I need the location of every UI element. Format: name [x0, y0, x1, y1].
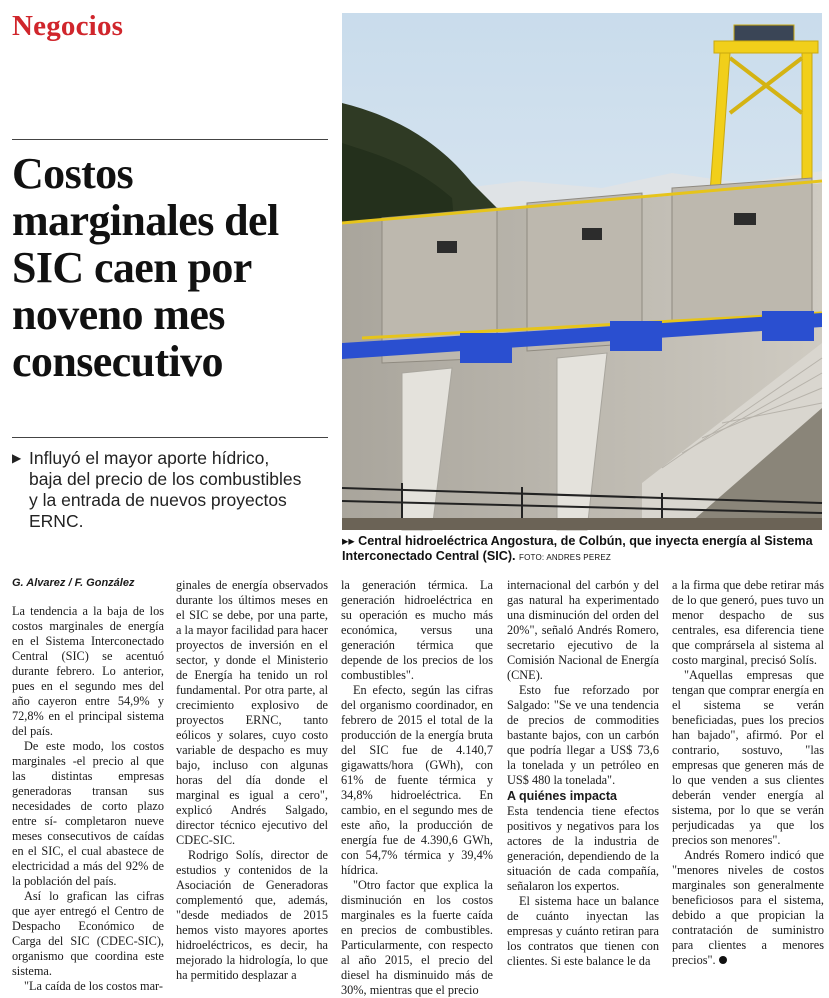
photo-caption	[342, 534, 822, 565]
paragraph: La tendencia a la baja de los costos marginales de energía en el Sistema Interconectado Central (SIC) se acentuó durante febrero. Lo anterior, pues en el segundo mes del año cayeron entre 54,9% y 72,8% en el principal sistema del país.	[12, 604, 164, 738]
subheadline-line: ERNC.	[29, 511, 84, 531]
subheadline-line: Influyó el mayor aporte hídrico,	[29, 448, 270, 468]
paragraph: Esta tendencia tiene efectos positivos y negativos para los actores de la industria de generación, dependiendo de la situación de cada compañía, señalaron los expertos.	[507, 804, 659, 893]
section-label: Negocios	[12, 10, 124, 42]
divider	[12, 437, 328, 438]
section-heading: A quiénes impacta	[507, 789, 617, 803]
article-column-1	[12, 604, 164, 993]
subheadline-line: y la entrada de nuevos proyectos	[29, 490, 287, 510]
paragraph: "Otro factor que explica la disminución en los costos marginales es la fuerte caída en precios de combustibles. Particularmente, con respecto al año 2015, el precio del diesel ha disminuido más de 30%, mientras que el precio	[341, 878, 493, 997]
paragraph: Así lo grafican las cifras que ayer entregó el Centro de Despacho Económico de Carga del SIC (CDEC-SIC), organismo que coordina este sistema.	[12, 889, 164, 978]
paragraph: En efecto, según las cifras del organismo coordinador, en febrero de 2015 el total de la producción de la energía bruta del SIC fue de 4.140,7 gigawatts/hora (GWh), con 61% de fuente térmica y 34,8% hidroeléctrica. En cambio, en el segundo mes de este año, la producción de energía fue de 4.390,6 GWh, con 54,7% térmica y 39,4% hídrica.	[341, 683, 493, 877]
divider	[12, 139, 328, 140]
article-column-3	[341, 578, 493, 997]
photo-credit: FOTO: ANDRES PEREZ	[519, 553, 611, 562]
article-column-5	[672, 578, 824, 976]
caption-marker: ▸▸	[342, 534, 355, 548]
paragraph: Esto fue reforzado por Salgado: "Se ve una tendencia de precios de commodities bastante bajos, con un carbón que podría llegar a US$ 73,6 la tonelada y un petróleo en US$ 480 la tonelada".	[507, 683, 659, 787]
paragraph: a la firma que debe retirar más de lo que generó, pues tuvo un menor despacho de sus centrales, esa diferencia tiene que comprársela al sistema al costo marginal, precisó Solís.	[672, 578, 824, 667]
paragraph: Rodrigo Solís, director de estudios y contenidos de la Asociación de Generadoras complementó que, además, "desde mediados de 2015 hemos visto mayores aportes hidroeléctricos, es decir, ha mejorado la hidrología, lo que ha permitido desplazar a	[176, 848, 328, 982]
subheadline	[12, 448, 332, 532]
article-column-2	[176, 578, 328, 982]
paragraph: El sistema hace un balance de cuánto inyectan las empresas y cuánto retiran para los contratos que tienen con clientes. Si este balance le da	[507, 894, 659, 968]
paragraph: De este modo, los costos marginales -el precio al que las distintas empresas generadoras transan sus necesidades de corto plazo entre sí- completaron nueve meses consecutivos de caídas en el SIC, el cual abastece de electricidad a más del 92% de la población del país.	[12, 739, 164, 888]
subheadline-line: baja del precio de los combustibles	[29, 469, 302, 489]
paragraph	[672, 848, 824, 968]
byline: G. Alvarez / F. González	[12, 577, 135, 589]
caption-text: Central hidroeléctrica Angostura, de Colbún, que inyecta energía al Sistema Interconectado Central (SIC).	[342, 534, 813, 563]
paragraph: internacional del carbón y del gas natural ha experimentado una disminución del orden del 20%", señaló Andrés Romero, secretario ejecutivo de la Comisión Nacional de Energía (CNE).	[507, 578, 659, 682]
triangle-bullet-icon: ▶	[12, 451, 22, 465]
headline: Costos marginales del SIC caen por noveno mes consecutivo	[12, 149, 279, 386]
paragraph: "La caída de los costos mar-	[24, 979, 163, 993]
paragraph-text: Andrés Romero indicó que "menores niveles de costos marginales son generalmente beneficiosos para el sistema, debido a que propician la contratación de suministro para clientes a menores precios".	[672, 848, 824, 967]
end-mark-icon	[719, 956, 727, 964]
paragraph: la generación térmica. La generación hidroeléctrica en su operación es mucho más económica, versus una generación térmica que depende de los precios de los combustibles".	[341, 578, 493, 682]
dam-photo	[342, 13, 822, 530]
paragraph: ginales de energía observados durante los últimos meses en el SIC se debe, por una parte, a la mayor facilidad para hacer proyectos de inversión en el sector, y donde el Ministerio de Energía ha tenido un rol fundamental. Por otra parte, al crecimiento explosivo de proyectos ERNC, tanto eólicos y solares, cuyo costo variable de despacho es muy bajo, incluso con algunas horas del día donde el marginal es igual a cero", explicó Andrés Salgado, director técnico ejecutivo del CDEC-SIC.	[176, 578, 328, 847]
article-column-4	[507, 578, 659, 976]
paragraph: "Aquellas empresas que tengan que comprar energía en el sistema se verán beneficiadas, pues los precios han bajado", afirmó. Por el contrario, sostuvo, "las empresas que generen más de lo que venden a sus clientes deberán vender energía al sistema, por lo que se verán perjudicadas ya que los precios son menores".	[672, 668, 824, 847]
